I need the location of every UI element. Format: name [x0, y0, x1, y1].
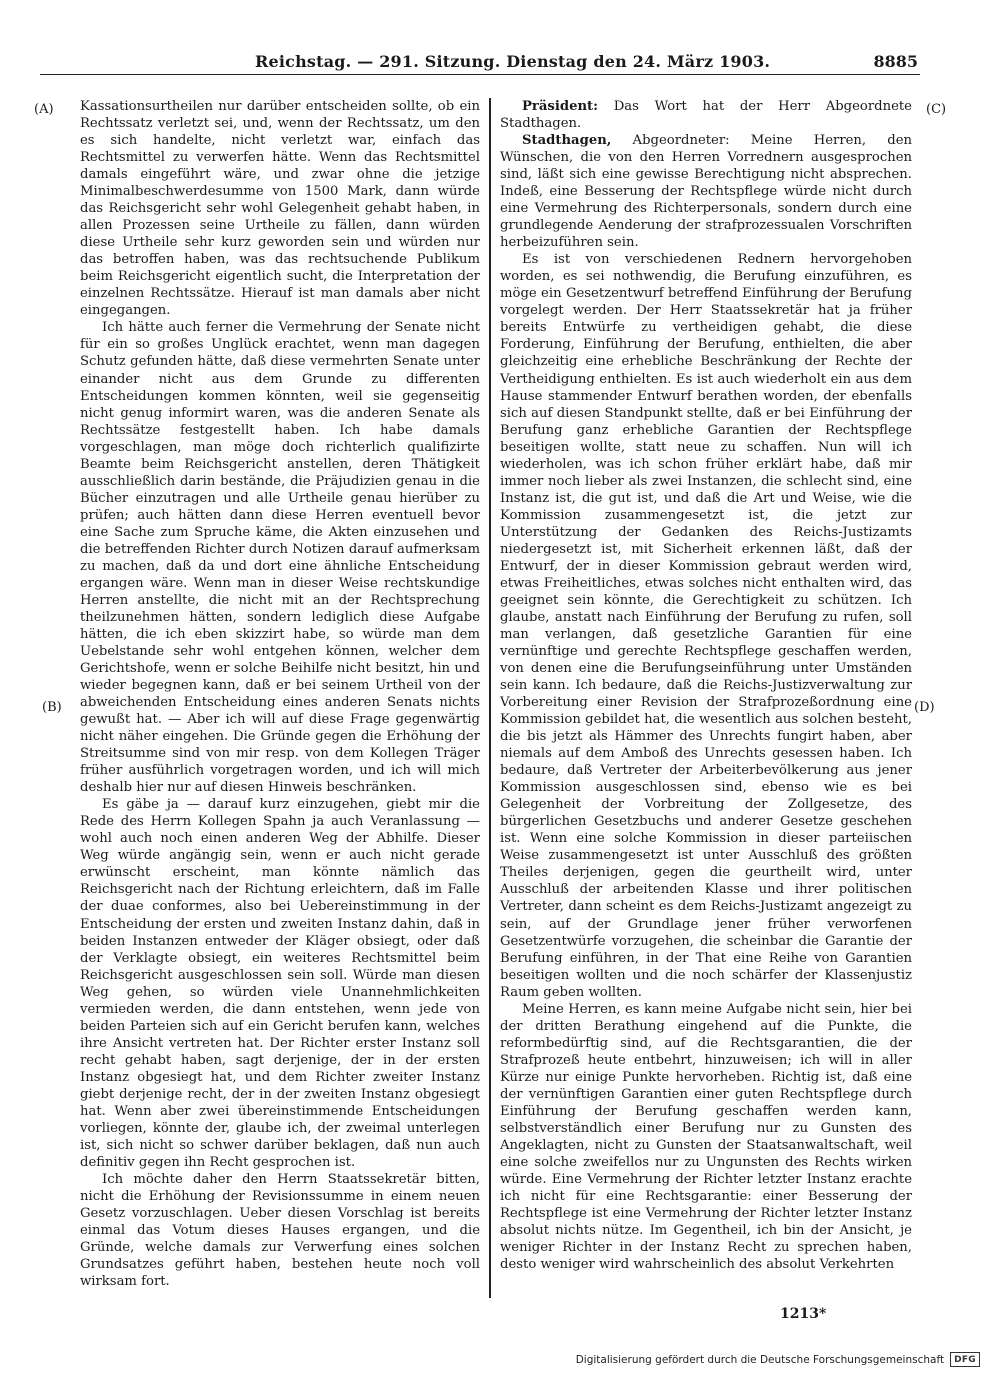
right-paragraph-2 — [500, 132, 912, 251]
left-column — [80, 98, 480, 1290]
column-divider — [489, 98, 491, 1298]
right-paragraph-1 — [500, 98, 912, 132]
right-paragraph-4: Meine Herren, es kann meine Aufgabe nicht sein, hier bei der dritten Berathung eingehend auf die Punkte, die reformbedürftig sind, auf die Rechtsgarantien, die der Strafprozeß heute entbehrt, hinzuweisen; ich will in aller Kürze nur einige Punkte hervorheben. Richtig ist, daß eine der vernünftigen Garantien einer guten Rechtspflege durch Einführung der Berufung geschaffen werden kann, selbstverständlich einer Berufung nur zu Gunsten des Angeklagten, nicht zu Gunsten der Staatsanwaltschaft, weil eine solche zweifellos nur zu Ungunsten des Rechts wirken würde. Eine Vermehrung der Richter letzter Instanz erachte ich nicht für eine Rechtsgarantie: einer Besserung der Rechtspflege ist eine Vermehrung der Richter letzter Instanz absolut nichts nütze. Im Gegentheil, ich bin der Ansicht, je weniger Richter in der Instanz Recht zu sprechen haben, desto weniger wird wahrscheinlich des absolut Verkehrten — [500, 1001, 912, 1273]
left-paragraph-4: Ich möchte daher den Herrn Staatssekretär bitten, nicht die Erhöhung der Revisionssumme in einem neuen Gesetz vorzuschlagen. Ueber diesen Vorschlag ist bereits einmal das Votum dieses Hauses ergangen, und die Gründe, welche damals zur Verwerfung eines solchen Grundsatzes geführt haben, bestehen heute noch voll wirksam fort. — [80, 1171, 480, 1290]
running-header — [40, 52, 920, 75]
margin-marker-d: (D) — [914, 700, 935, 715]
speaker-stadthagen: Stadthagen, — [522, 133, 612, 149]
margin-marker-c: (C) — [926, 102, 947, 117]
right-paragraph-3: Es ist von verschiedenen Rednern hervorgehoben worden, es sei nothwendig, die Berufung einzuführen, es möge ein Gesetzentwurf betreffend Einführung der Berufung vorgelegt werden. Der Herr Staatssekretär hat ja früher bereits Entwürfe zu vertheidigen gehabt, die diese Forderung, Einführung der Berufung, enthielten, die aber gleichzeitig eine erhebliche Beschränkung der Rechte der Vertheidigung enthielten. Es ist auch wiederholt ein aus dem Hause stammender Entwurf berathen worden, der ebenfalls sich auf diesen Standpunkt stellte, daß er bei Einführung der Berufung ganz erhebliche Garantien der Rechtspflege beseitigen wollte, statt neue zu schaffen. Nun will ich wiederholen, was ich schon früher erklärt habe, daß mir immer noch lieber als zwei Instanzen, die schlecht sind, eine Instanz ist, die gut ist, und daß die Art und Weise, wie die Kommission zusammengesetzt ist, die jetzt zur Unterstützung der Gedanken des Reichs-Justizamts niedergesetzt ist, mit Sicherheit erkennen läßt, daß der Entwurf, der in dieser Kommission gebraut werden wird, etwas Freiheitliches, etwas solches nicht enthalten wird, das geeignet sein könnte, die Gerechtigkeit zu schützen. Ich glaube, anstatt nach Einführung der Berufung zu rufen, soll man verlangen, daß gesetzliche Garantien für eine vernünftige und gerechte Rechtspflege geschaffen werden, von denen eine die Berufungseinführung unter Umständen sein kann. Ich bedaure, daß die Reichs-Justizverwaltung zur Vorbereitung einer Revision der Strafprozeßordnung eine Kommission gebildet hat, die wesentlich aus solchen besteht, die bis jetzt als Hämmer des Unrechts fungirt haben, aber niemals auf dem Amboß des Unrechts gesessen haben. Ich bedaure, daß Vertreter der Arbeiterbevölkerung aus jener Kommission ausgeschlossen sind, ebenso wie es bei Gelegenheit der Vorbreitung der Zollgesetze, des bürgerlichen Gesetzbuchs und anderer Gesetze geschehen ist. Wenn eine solche Kommission in dieser parteiischen Weise zusammengesetzt ist unter Ausschluß des größten Theiles derjenigen, gegen die geurtheilt wird, unter Ausschluß der arbeitenden Klasse und ihrer politischen Vertreter, dann scheint es dem Reichs-Justizamt angezeigt zu sein, auf der Grundlage jener früher verworfenen Gesetzentwürfe vorzugehen, die scheinbar die Garantie der Berufung einführen, in der That eine Reihe von Garantien beseitigen wollten und die noch schärfer der Klassenjustiz Raum geben wollten. — [500, 252, 912, 1000]
signature-mark: 1213* — [780, 1306, 827, 1322]
footer-text: Digitalisierung gefördert durch die Deutsche Forschungsgemeinschaft — [575, 1353, 945, 1366]
dfg-logo-icon: DFG — [950, 1352, 980, 1367]
right-paragraph-1-text: Das Wort hat der Herr Abgeordnete Stadthagen. — [500, 99, 912, 132]
margin-marker-a: (A) — [34, 102, 54, 117]
left-paragraph-1: Kassationsurtheilen nur darüber entscheiden sollte, ob ein Rechtssatz verletzt sei, und, wenn der Rechtssatz, um den es sich handelte, nicht verletzt war, einfach das Rechtsmittel zu verwerfen hätte. Wenn das Rechtsmittel damals eingeführt wäre, und zwar ohne die jetzige Minimalbeschwerdesumme von 1500 Mark, dann würde das Reichsgericht sehr wohl Gelegenheit gehabt haben, in allen Prozessen seine Urtheile zu fällen, dann würden diese Urtheile sehr kurz geworden sein und würden nur das betroffen haben, was das rechtsuchende Publikum beim Reichsgericht eigentlich sucht, die Interpretation der einzelnen Rechtssätze. Hierauf ist man damals aber nicht eingegangen. — [80, 99, 480, 319]
footer — [576, 1352, 980, 1367]
left-paragraph-2: Ich hätte auch ferner die Vermehrung der Senate nicht für ein so großes Unglück erachtet, wenn man dagegen Schutz gefunden hätte, daß diese vermehrten Senate unter einander nicht aus dem Grunde zu differenten Entscheidungen kommen könnten, weil sie gegenseitig nicht genug informirt waren, was die anderen Senate als Rechtssätze festgestellt haben. Ich habe damals vorgeschlagen, man möge doch richterlich qualifizirte Beamte beim Reichsgericht anstellen, deren Thätigkeit ausschließlich darin bestände, die Präjudizien genau in die Bücher einzutragen und alle Urtheile genau hierüber zu prüfen; auch hätten dann diese Herren eventuell bevor eine Sache zum Spruche käme, die Akten einzusehen und die betreffenden Richter durch Notizen darauf aufmerksam zu machen, daß da und dort eine ähnliche Entscheidung ergangen wäre. Wenn man in dieser Weise rechtskundige Herren anstellte, die nicht mit an der Rechtsprechung theilzunehmen hätten, sondern lediglich diese Aufgabe hätten, die ich eben skizzirt habe, so würde man dem Uebelstande sehr wohl entgehen können, welcher dem Gerichtshofe, wenn er solche Beihilfe nicht besitzt, hin und wieder begegnen kann, daß er bei seinem Urtheil von der abweichenden Entscheidung eines anderen Senats nichts gewußt hat. — Aber ich will auf diese Frage gegenwärtig nicht näher eingehen. Die Gründe gegen die Erhöhung der Streitsumme sind von mir resp. von dem Kollegen Träger früher ausführlich vorgetragen worden, und ich will mich deshalb hier nur auf diesen Hinweis beschränken. — [80, 320, 480, 796]
right-paragraph-2-text: Abgeordneter: Meine Herren, den Wünschen, die von den Herren Vorrednern ausgesprochen sind, läßt sich eine gewisse Berechtigung nicht absprechen. Indeß, eine Besserung der Rechtspflege würde nicht durch eine Vermehrung des Richterpersonals, sondern durch eine grundlegende Aenderung der strafprozessualen Vorschriften herbeizuführen sein. — [500, 133, 912, 251]
margin-marker-b: (B) — [42, 700, 62, 715]
left-paragraph-3: Es gäbe ja — darauf kurz einzugehen, giebt mir die Rede des Herrn Kollegen Spahn ja auch Veranlassung — wohl auch noch einen anderen Weg der Abhilfe. Dieser Weg würde angängig sein, wenn er auch nicht gerade erwünscht erscheint, man könnte nämlich das Reichsgericht nach der Richtung erleichtern, daß im Falle der duae conformes, also bei Uebereinstimmung in der Entscheidung der ersten und zweiten Instanz dahin, daß in beiden Instanzen entweder der Kläger obsiegt, oder daß der Verklagte obsiegt, ein weiteres Rechtsmittel beim Reichsgericht ausgeschlossen sein soll. Würde man diesen Weg gehen, so würden viele Unannehmlichkeiten vermieden werden, die dann entstehen, wenn jede von beiden Parteien sich auf ein Gericht berufen kann, welches ihre Ansicht vertreten hat. Der Richter erster Instanz soll recht gehabt haben, sagt derjenige, der in der ersten Instanz obgesiegt hat, und dem Richter zweiter Instanz giebt derjenige recht, der in der zweiten Instanz obgesiegt hat. Wenn aber zwei übereinstimmende Entscheidungen vorliegen, könnte der, glaube ich, der zweimal unterlegen ist, sich nicht so schwer darüber beklagen, daß nun auch definitiv gegen ihn Recht gesprochen ist. — [80, 797, 480, 1170]
header-title: Reichstag. — 291. Sitzung. Dienstag den 24. März 1903. — [255, 52, 771, 71]
speaker-president: Präsident: — [522, 99, 599, 114]
page-number: 8885 — [873, 52, 918, 71]
right-column — [500, 98, 912, 1273]
